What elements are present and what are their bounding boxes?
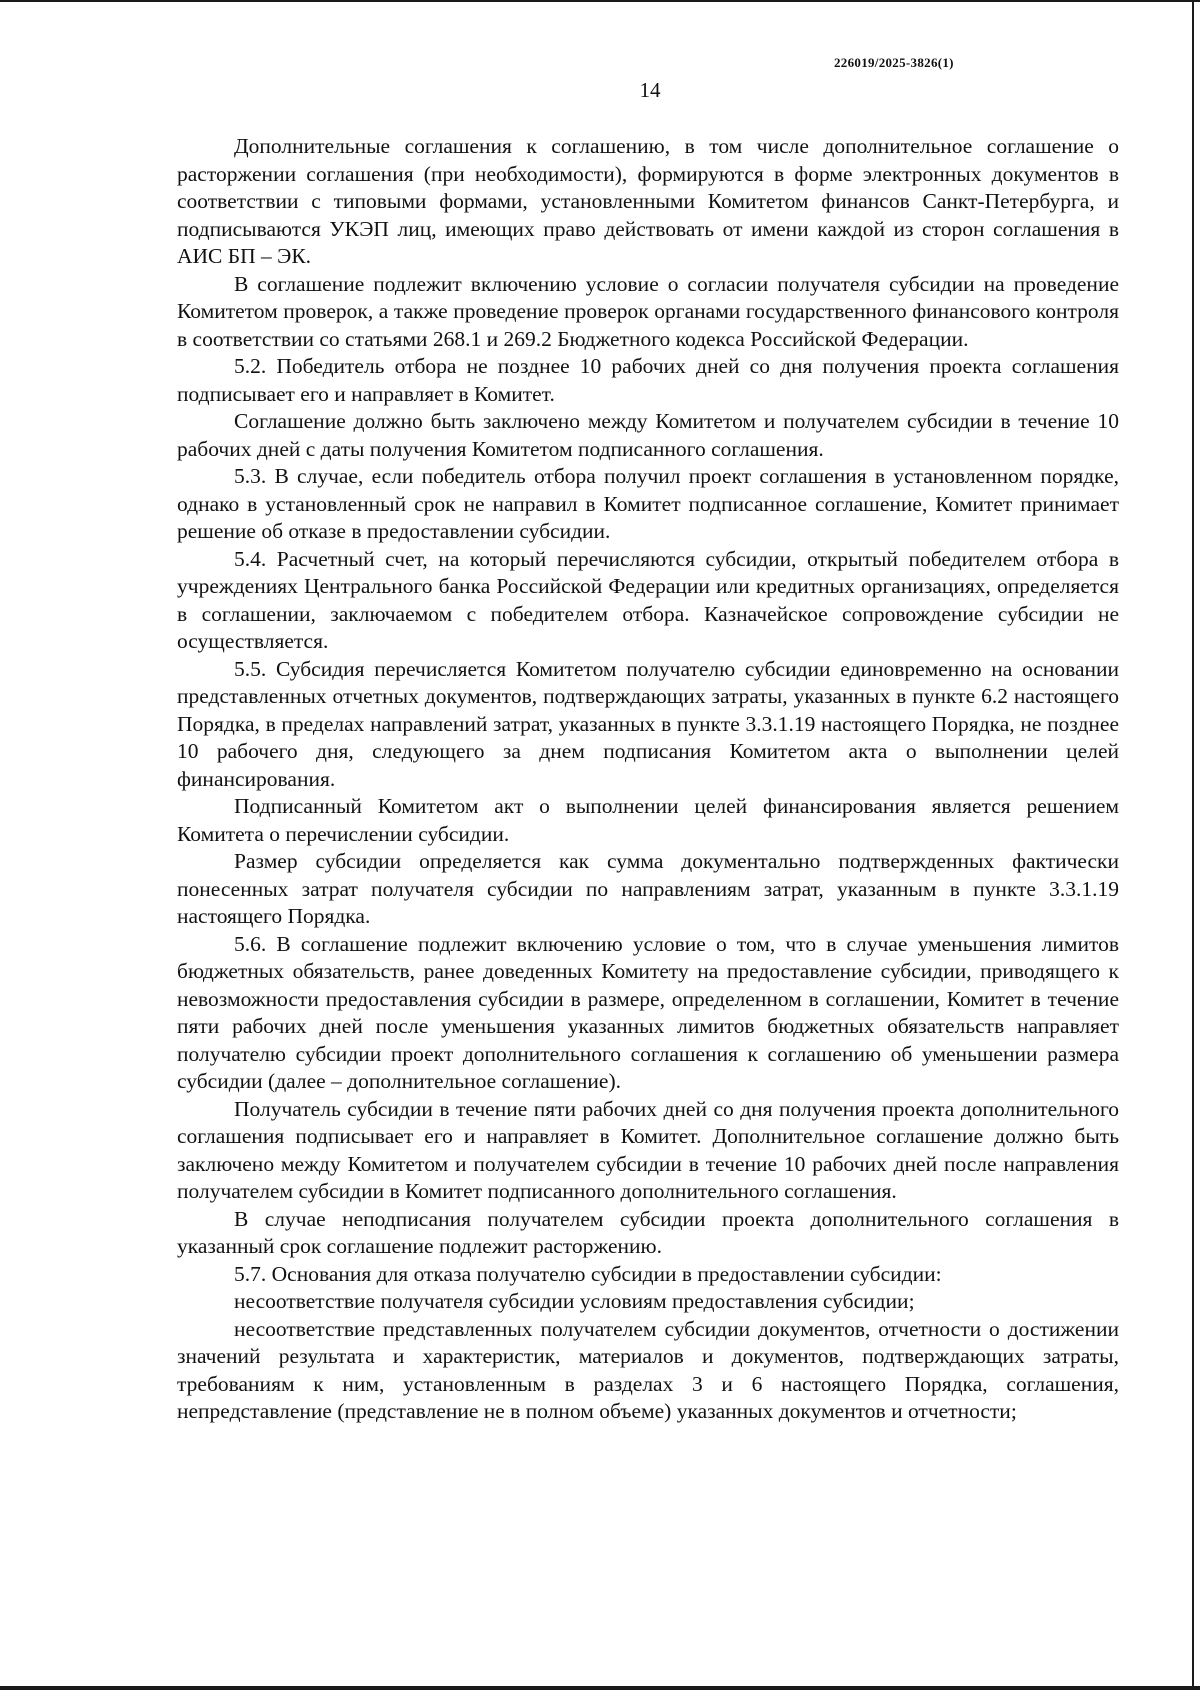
paragraph: В соглашение подлежит включению условие о согласии получателя субсидии на проведение Комитетом проверок, а также проведение проверок органами государственного финансового контроля в соответствии со статьями 268.1 и 269.2 Бюджетного кодекса Российской Федерации. (177, 271, 1119, 351)
paragraph: 5.3. В случае, если победитель отбора получил проект соглашения в установленном порядке, однако в установленный срок не направил в Комитет подписанное соглашение, Комитет принимает решение об отказе в предоставлении субсидии. (177, 464, 1119, 543)
scan-edge-right (1192, 0, 1194, 1690)
document-body (177, 133, 1119, 1426)
document-registration-number: 226019/2025-3826(1) (834, 55, 954, 70)
paragraph: 5.4. Расчетный счет, на который перечисляются субсидии, открытый победителем отбора в учреждениях Центрального банка Российской Федерации или кредитных организациях, определяется в соглашении, заключаемом с победителем отбора. Казначейское сопровождение субсидии не осуществляется. (177, 546, 1119, 653)
paragraph: Получатель субсидии в течение пяти рабочих дней со дня получения проекта дополнительного соглашения подписывает его и направляет в Комитет. Дополнительное соглашение должно быть заключено между Комитетом и получателем субсидии в течение 10 рабочих дней после направления получателем субсидии в Комитет подписанного дополнительного соглашения. (177, 1096, 1119, 1203)
paragraph: Подписанный Комитетом акт о выполнении целей финансирования является решением Комитета о перечислении субсидии. (177, 794, 1119, 846)
scan-edge-bottom (0, 1686, 1200, 1690)
scan-edge-top (0, 0, 1200, 2)
paragraph: Соглашение должно быть заключено между Комитетом и получателем субсидии в течение 10 рабочих дней с даты получения Комитетом подписанного соглашения. (177, 409, 1119, 461)
paragraph: 5.6. В соглашение подлежит включению условие о том, что в случае уменьшения лимитов бюджетных обязательств, ранее доведенных Комитету на предоставление субсидии, приводящего к невозможности предоставления субсидии в размере, определенном в соглашении, Комитет в течение пяти рабочих дней после уменьшения указанных лимитов бюджетных обязательств направляет получателю субсидии проект дополнительного соглашения к соглашению об уменьшении размера субсидии (далее – дополнительное соглашение). (177, 931, 1119, 1093)
paragraph: несоответствие представленных получателем субсидии документов, отчетности о достижении значений результата и характеристик, материалов и документов, подтверждающих затраты, требованиям к ним, установленным в разделах 3 и 6 настоящего Порядка, соглашения, непредставление (представление не в полном объеме) указанных документов и отчетности; (177, 1316, 1119, 1423)
paragraph: 5.5. Субсидия перечисляется Комитетом получателю субсидии единовременно на основании представленных отчетных документов, подтверждающих затраты, указанных в пункте 6.2 настоящего Порядка, в пределах направлений затрат, указанных в пункте 3.3.1.19 настоящего Порядка, не позднее 10 рабочего дня, следующего за днем подписания Комитетом акта о выполнении целей финансирования. (177, 656, 1119, 791)
page-number: 14 (639, 78, 661, 102)
paragraph: В случае неподписания получателем субсидии проекта дополнительного соглашения в указанный срок соглашение подлежит расторжению. (177, 1206, 1119, 1258)
paragraph: Дополнительные соглашения к соглашению, в том числе дополнительное соглашение о расторжении соглашения (при необходимости), формируются в форме электронных документов в соответствии с типовыми формами, установленными Комитетом финансов Санкт-Петербурга, и подписываются УКЭП лиц, имеющих право действовать от имени каждой из сторон соглашения в АИС БП – ЭК. (177, 134, 1119, 268)
paragraph: несоответствие получателя субсидии условиям предоставления субсидии; (234, 1289, 915, 1313)
paragraph: 5.7. Основания для отказа получателю субсидии в предоставлении субсидии: (234, 1261, 942, 1286)
paragraph: 5.2. Победитель отбора не позднее 10 рабочих дней со дня получения проекта соглашения подписывает его и направляет в Комитет. (177, 354, 1119, 406)
paragraph: Размер субсидии определяется как сумма документально подтвержденных фактически понесенных затрат получателя субсидии по направлениям затрат, указанным в пункте 3.3.1.19 настоящего Порядка. (177, 849, 1119, 928)
